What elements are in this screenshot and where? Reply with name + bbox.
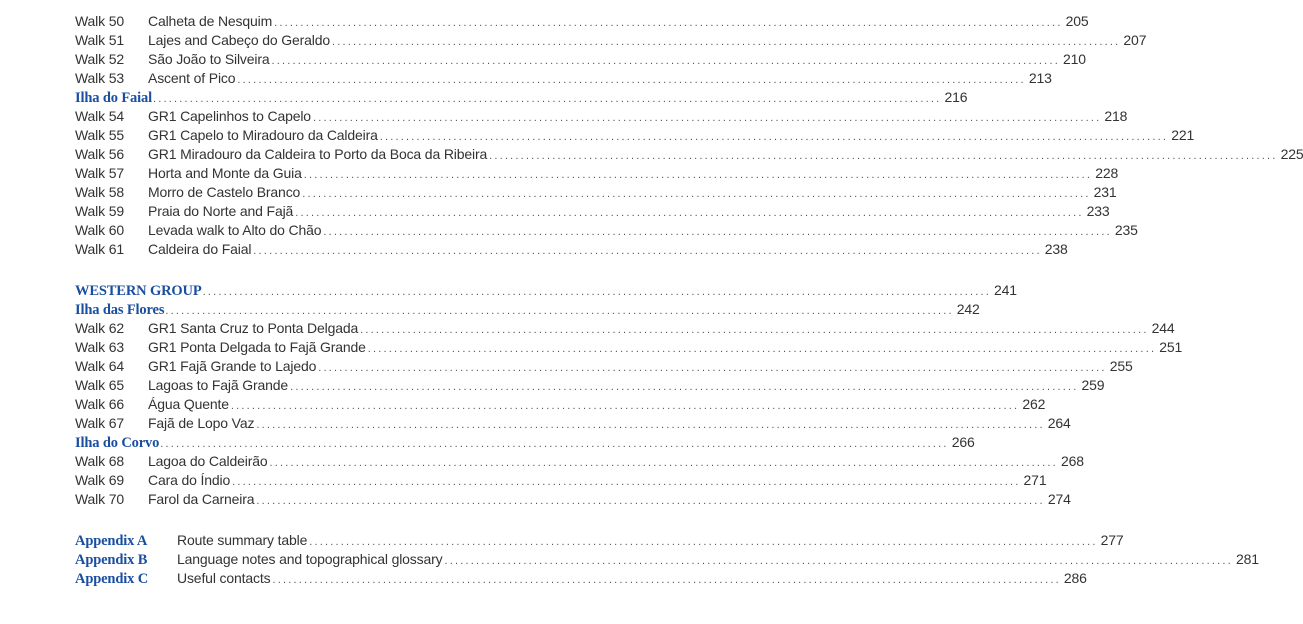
dot-leader: ...................................................................................................................................................... [367,343,1157,355]
dot-leader: ...................................................................................................................................................... [256,495,1045,507]
entry-title: Praia do Norte and Fajã [148,203,294,219]
page-number: 210 [1062,51,1086,67]
entry-title: Caldeira do Faial [148,241,252,257]
page-number: 228 [1095,165,1119,181]
page-number: 271 [1023,472,1047,488]
walk-number: Walk 64 [75,358,125,374]
dot-leader: ...................................................................................................................................................... [274,17,1063,29]
toc-section-heading [75,88,968,107]
entry-title: Ilha do Faial [75,90,153,106]
page-number: 244 [1151,320,1175,336]
page-number: 207 [1123,32,1147,48]
toc-walk-entry [75,414,1071,433]
entry-title: Cara do Índio [148,472,231,488]
appendix-label: Appendix C [75,571,149,587]
page-number: 242 [956,301,980,317]
page-number: 259 [1081,377,1105,393]
dot-leader: ...................................................................................................................................................... [309,536,1098,548]
dot-leader: ...................................................................................................................................................... [232,476,1021,488]
walk-number: Walk 61 [75,241,125,257]
walk-number: Walk 69 [75,472,125,488]
entry-title: GR1 Miradouro da Caldeira to Porto da Boca da Ribeira [148,146,488,162]
entry-title: GR1 Ponta Delgada to Fajã Grande [148,339,366,355]
page-number: 268 [1060,453,1084,469]
dot-leader: ...................................................................................................................................................... [379,131,1169,143]
entry-title: Lagoa do Caldeirão [148,453,268,469]
entry-title: Route summary table [177,532,308,548]
page-number: 231 [1093,184,1117,200]
entry-title: Calheta de Nesquim [148,13,273,29]
page-number: 255 [1109,358,1133,374]
toc-walk-entry [75,490,1071,509]
page-number: 216 [944,89,968,105]
dot-leader: ...................................................................................................................................................... [237,74,1026,86]
walk-number: Walk 53 [75,70,125,86]
entry-title: Ascent of Pico [148,70,236,86]
toc-walk-entry [75,376,1105,395]
dot-leader: ...................................................................................................................................................... [290,381,1079,393]
toc-walk-entry [75,221,1138,240]
entry-title: Morro de Castelo Branco [148,184,301,200]
dot-leader: ...................................................................................................................................................... [269,457,1058,469]
toc-walk-entry [75,319,1175,338]
page-number: 235 [1114,222,1138,238]
entry-title: Useful contacts [177,570,271,586]
toc-walk-entry [75,69,1052,88]
page-number: 281 [1235,551,1259,567]
toc-walk-entry [75,107,1128,126]
dot-leader: ...................................................................................................................................................... [256,419,1045,431]
walk-number: Walk 66 [75,396,125,412]
toc-walk-entry [75,338,1183,357]
walk-number: Walk 57 [75,165,125,181]
page-number: 238 [1044,241,1068,257]
page-number: 225 [1280,146,1303,162]
page-number: 233 [1086,203,1110,219]
page-number: 205 [1065,13,1089,29]
toc-appendix-entry [75,550,1259,569]
walk-number: Walk 51 [75,32,125,48]
page-number: 218 [1104,108,1128,124]
dot-leader: ...................................................................................................................................................... [318,362,1107,374]
dot-leader: ...................................................................................................................................................... [153,93,942,105]
walk-number: Walk 58 [75,184,125,200]
dot-leader: ...................................................................................................................................................... [253,245,1042,257]
entry-title: Ilha das Flores [75,302,165,318]
walk-number: Walk 67 [75,415,125,431]
toc-walk-entry [75,12,1089,31]
walk-number: Walk 65 [75,377,125,393]
toc-appendix-entry [75,531,1124,550]
dot-leader: ...................................................................................................................................................... [312,112,1102,124]
entry-title: Água Quente [148,396,229,412]
entry-title: GR1 Capelo to Miradouro da Caldeira [148,127,378,143]
walk-number: Walk 54 [75,108,125,124]
dot-leader: ...................................................................................................................................................... [295,207,1084,219]
entry-title: GR1 Fajã Grande to Lajedo [148,358,317,374]
entry-title: Language notes and topographical glossary [177,551,443,567]
toc-walk-entry [75,164,1119,183]
dot-leader: ...................................................................................................................................................... [331,36,1121,48]
page-number: 262 [1022,396,1046,412]
toc-walk-entry [75,31,1147,50]
entry-title: Fajã de Lopo Vaz [148,415,255,431]
toc-walk-entry [75,471,1047,490]
walk-number: Walk 70 [75,491,125,507]
toc-walk-entry [75,452,1084,471]
appendix-label: Appendix B [75,552,148,568]
dot-leader: ...................................................................................................................................................... [303,169,1093,181]
page-number: 213 [1028,70,1052,86]
page-number: 266 [951,434,975,450]
entry-title: Farol da Carneira [148,491,255,507]
entry-title: GR1 Capelinhos to Capelo [148,108,311,124]
walk-number: Walk 55 [75,127,125,143]
dot-leader: ...................................................................................................................................................... [323,226,1112,238]
toc-section-heading [75,300,980,319]
dot-leader: ...................................................................................................................................................... [444,555,1233,567]
dot-leader: ...................................................................................................................................................... [165,305,954,317]
dot-leader: ...................................................................................................................................................... [272,574,1061,586]
toc-section-heading [75,281,1017,300]
entry-title: GR1 Santa Cruz to Ponta Delgada [148,320,359,336]
walk-number: Walk 59 [75,203,125,219]
toc-appendix-entry [75,569,1087,588]
walk-number: Walk 52 [75,51,125,67]
toc-walk-entry [75,357,1133,376]
page-number: 241 [994,282,1017,298]
page-number: 264 [1047,415,1071,431]
walk-number: Walk 50 [75,13,125,29]
page-number: 274 [1047,491,1071,507]
toc-walk-entry [75,145,1303,164]
entry-title: Levada walk to Alto do Chão [148,222,322,238]
page-number: 286 [1063,570,1087,586]
toc-walk-entry [75,50,1086,69]
entry-title: Horta and Monte da Guia [148,165,302,181]
dot-leader: ...................................................................................................................................................... [360,324,1149,336]
toc-walk-entry [75,126,1195,145]
entry-title: WESTERN GROUP [75,283,202,299]
toc-walk-entry [75,395,1046,414]
dot-leader: ...................................................................................................................................................... [302,188,1091,200]
walk-number: Walk 63 [75,339,125,355]
walk-number: Walk 56 [75,146,125,162]
walk-number: Walk 68 [75,453,125,469]
toc-walk-entry [75,202,1110,221]
dot-leader: ...................................................................................................................................................... [271,55,1060,67]
dot-leader: ...................................................................................................................................................... [160,438,949,450]
page-number: 251 [1159,339,1183,355]
dot-leader: ...................................................................................................................................................... [230,400,1020,412]
dot-leader: ...................................................................................................................................................... [202,286,991,298]
page-number: 277 [1100,532,1124,548]
dot-leader: ...................................................................................................................................................... [489,150,1278,162]
appendix-label: Appendix A [75,533,148,549]
walk-number: Walk 60 [75,222,125,238]
toc-walk-entry [75,240,1068,259]
entry-title: Lagoas to Fajã Grande [148,377,289,393]
toc-walk-entry [75,183,1117,202]
page-number: 221 [1171,127,1195,143]
entry-title: Ilha do Corvo [75,435,160,451]
entry-title: Lajes and Cabeço do Geraldo [148,32,330,48]
entry-title: São João to Silveira [148,51,270,67]
walk-number: Walk 62 [75,320,125,336]
toc-section-heading [75,433,975,452]
